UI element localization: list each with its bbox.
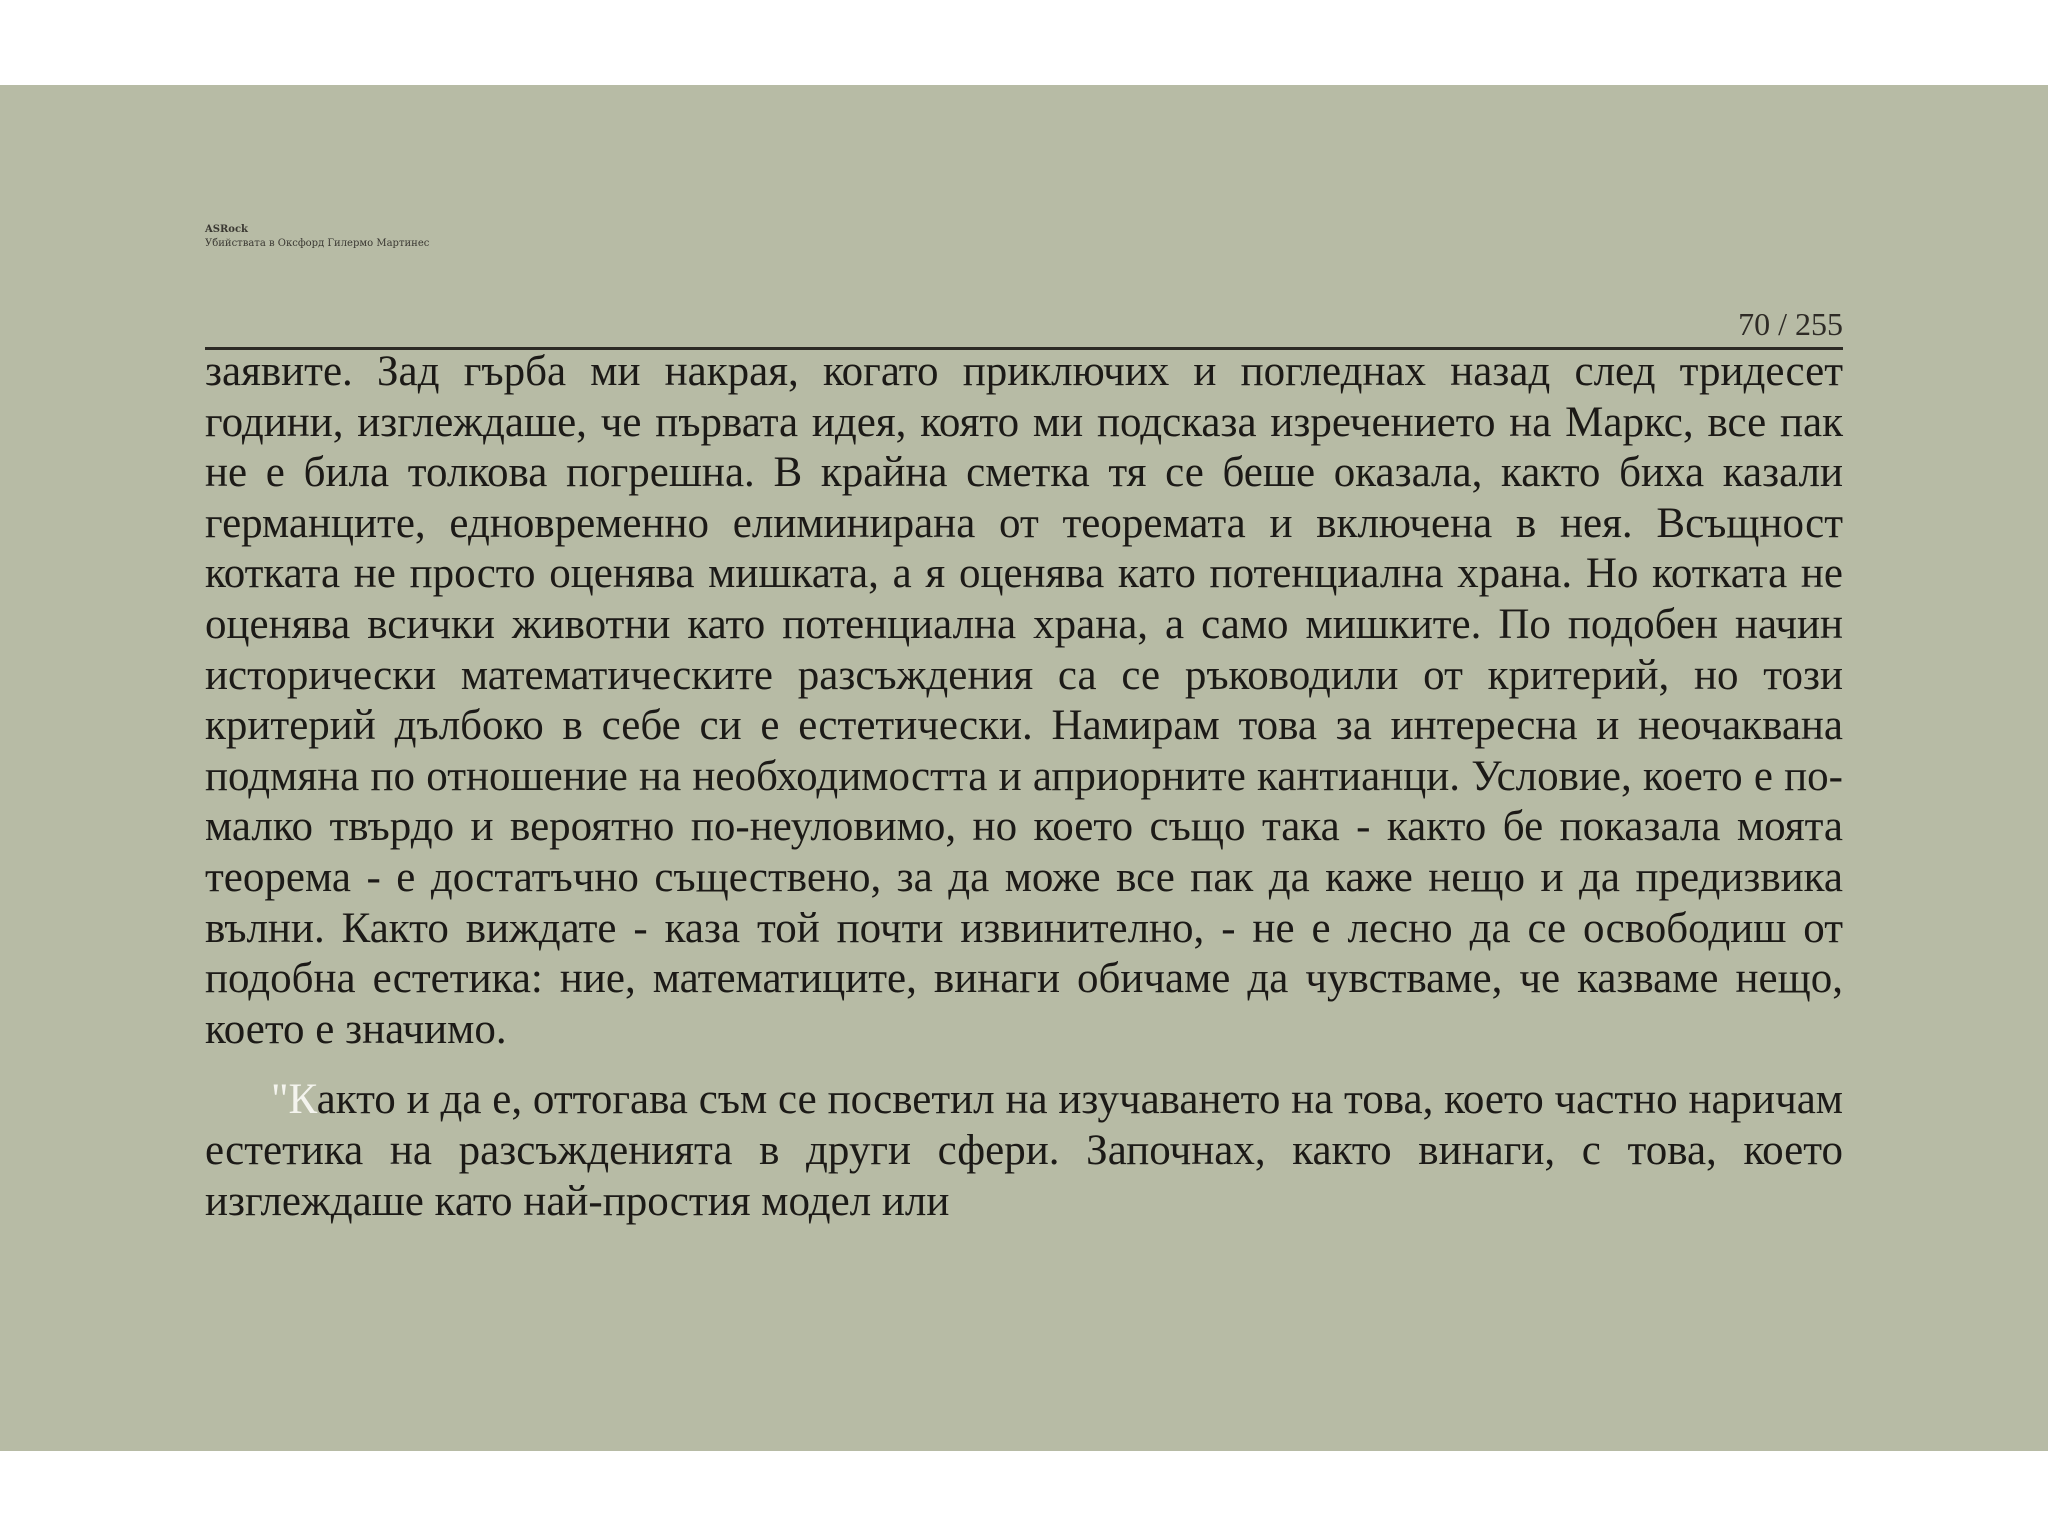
paragraph-2-text: акто и да е, оттогава съм се посветил на изучаването на това, което частно наричам естетика на разсъжденията в други сфери. Започнах, както винаги, с това, което изглеждаше като най-простия модел или [205, 1076, 1843, 1225]
reader-page[interactable] [0, 85, 2048, 1451]
highlighted-opening: "К [271, 1076, 317, 1124]
paragraph-2 [205, 1075, 1843, 1227]
page-indicator: 70 / 255 [1738, 306, 1843, 342]
book-title: Убийствата в Оксфорд Гилермо Мартинес [205, 238, 430, 249]
running-header [205, 223, 1843, 350]
header-meta [205, 223, 429, 251]
publisher-label: ASRock [205, 224, 248, 235]
page-text [205, 347, 1843, 1227]
paragraph-1: заявите. Зад гърба ми накрая, когато приключих и погледнах назад след тридесет години, изглеждаше, че първата идея, която ми подсказа изречението на Маркс, все пак не е била толкова погрешна. В крайна сметка тя се беше оказала, както биха казали германците, едновременно елиминирана от теоремата и включена в нея. Всъщност котката не просто оценява мишката, а я оценява като потенциална храна. Но котката не оценява всички животни като потенциална храна, а само мишките. По подобен начин исторически математическите разсъждения са се ръководили от критерий, но този критерий дълбоко в себе си е естетически. Намирам това за интересна и неочаквана подмяна по отношение на необходимостта и априорните кантианци. Условие, което е по-малко твърдо и вероятно по-неуловимо, но което също така - както бе показала моята теорема - е достатъчно съществено, за да може все пак да каже нещо и да предизвика вълни. Както виждате - каза той почти извинително, - не е лесно да се освободиш от подобна естетика: ние, математиците, винаги обичаме да чувстваме, че казваме нещо, което е значимо. [205, 348, 1843, 1053]
